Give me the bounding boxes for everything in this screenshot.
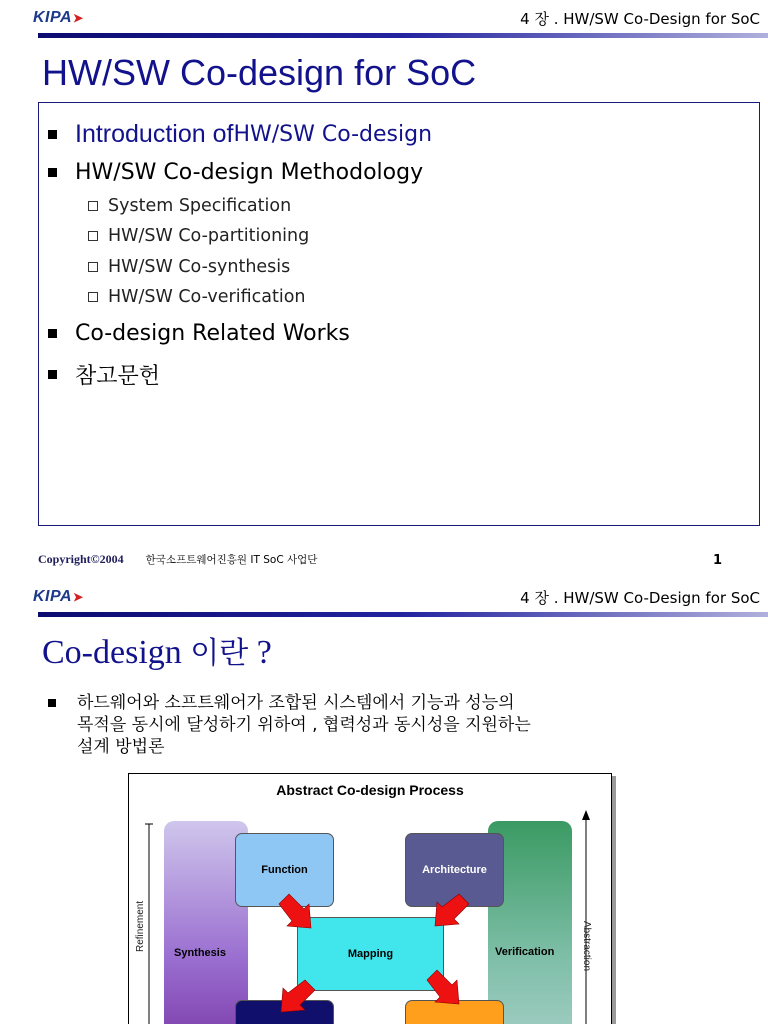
sub-bullet-verification xyxy=(88,287,306,307)
square-bullet-icon xyxy=(48,329,57,338)
abstraction-arrowhead-icon xyxy=(582,810,590,820)
slide-title: HW/SW Co-design for SoC xyxy=(42,52,477,93)
organization-text: 한국소프트웨어진흥원 IT SoC 사업단 xyxy=(145,554,318,566)
architecture-to-mapping-arrow-icon xyxy=(435,894,469,926)
bullet-text: HW/SW Co-design xyxy=(233,122,433,147)
bullet-introduction xyxy=(48,120,432,149)
sub-bullet-text: System Specification xyxy=(108,196,292,216)
square-bullet-icon xyxy=(48,130,57,139)
mapping-to-left-arrow-icon xyxy=(281,980,315,1012)
header-title: 4 장 . HW/SW Co-Design for SoC xyxy=(520,589,760,607)
mapping-box: Mapping xyxy=(297,917,444,991)
kipa-logo: KIPA➤ xyxy=(33,588,84,605)
mapping-to-right-arrow-icon xyxy=(427,970,459,1004)
function-box: Function xyxy=(235,833,334,907)
definition-line: 설계 방법론 xyxy=(77,737,165,757)
bullet-text: Introduction of xyxy=(75,120,234,148)
copyright-text: Copyright©2004 xyxy=(38,552,124,566)
hollow-square-bullet-icon xyxy=(88,201,98,211)
sub-bullet-partitioning xyxy=(88,226,309,246)
architecture-box: Architecture xyxy=(405,833,504,907)
definition-line: 하드웨어와 소프트웨어가 조합된 시스템에서 기능과 성능의 xyxy=(77,693,515,713)
bullet-text: HW/SW Co-design Methodology xyxy=(75,160,424,185)
hollow-square-bullet-icon xyxy=(88,262,98,272)
bullet-text: 참고문헌 xyxy=(75,364,161,389)
definition-bullet xyxy=(48,692,688,758)
hollow-square-bullet-icon xyxy=(88,292,98,302)
logo-swoosh-icon: ➤ xyxy=(73,11,84,25)
footer xyxy=(38,552,317,567)
header-title: 4 장 . HW/SW Co-Design for SoC xyxy=(520,10,760,28)
sub-bullet-spec xyxy=(88,196,291,216)
page-number: 1 xyxy=(712,553,722,568)
bullet-text: Co-design Related Works xyxy=(75,321,350,346)
kipa-logo: KIPA➤ xyxy=(33,9,84,26)
header-divider xyxy=(38,33,768,38)
sub-bullet-text: HW/SW Co-synthesis xyxy=(108,257,291,277)
sub-bullet-synthesis xyxy=(88,257,290,277)
header-divider xyxy=(38,612,768,617)
sub-bullet-text: HW/SW Co-verification xyxy=(108,287,306,307)
slide-title xyxy=(42,628,272,672)
abstraction-label: Abstraction xyxy=(581,921,592,972)
function-to-mapping-arrow-icon xyxy=(279,894,311,928)
logo-swoosh-icon: ➤ xyxy=(73,590,84,604)
diagram-title: Abstract Co-design Process xyxy=(276,782,464,798)
co-design-process-diagram xyxy=(128,773,612,1024)
hollow-square-bullet-icon xyxy=(88,231,98,241)
square-bullet-icon xyxy=(48,370,57,379)
title-english: Co-design xyxy=(42,634,191,671)
slide-2 xyxy=(0,588,768,1024)
bullet-methodology xyxy=(48,160,423,185)
title-korean: 이란 xyxy=(190,636,249,671)
diagram-arrows xyxy=(129,774,611,1024)
synthesis-label: Synthesis xyxy=(174,947,226,959)
definition-line: 목적을 동시에 달성하기 위하여 , 협력성과 동시성을 지원하는 xyxy=(77,715,531,735)
square-bullet-icon xyxy=(48,168,57,177)
sub-bullet-text: HW/SW Co-partitioning xyxy=(108,226,310,246)
bullet-related-works xyxy=(48,321,350,346)
title-question-mark: ? xyxy=(248,634,272,671)
bullet-references xyxy=(48,359,160,390)
refinement-label: Refinement xyxy=(135,900,146,952)
verification-label: Verification xyxy=(495,946,555,958)
square-bullet-icon xyxy=(48,699,56,707)
